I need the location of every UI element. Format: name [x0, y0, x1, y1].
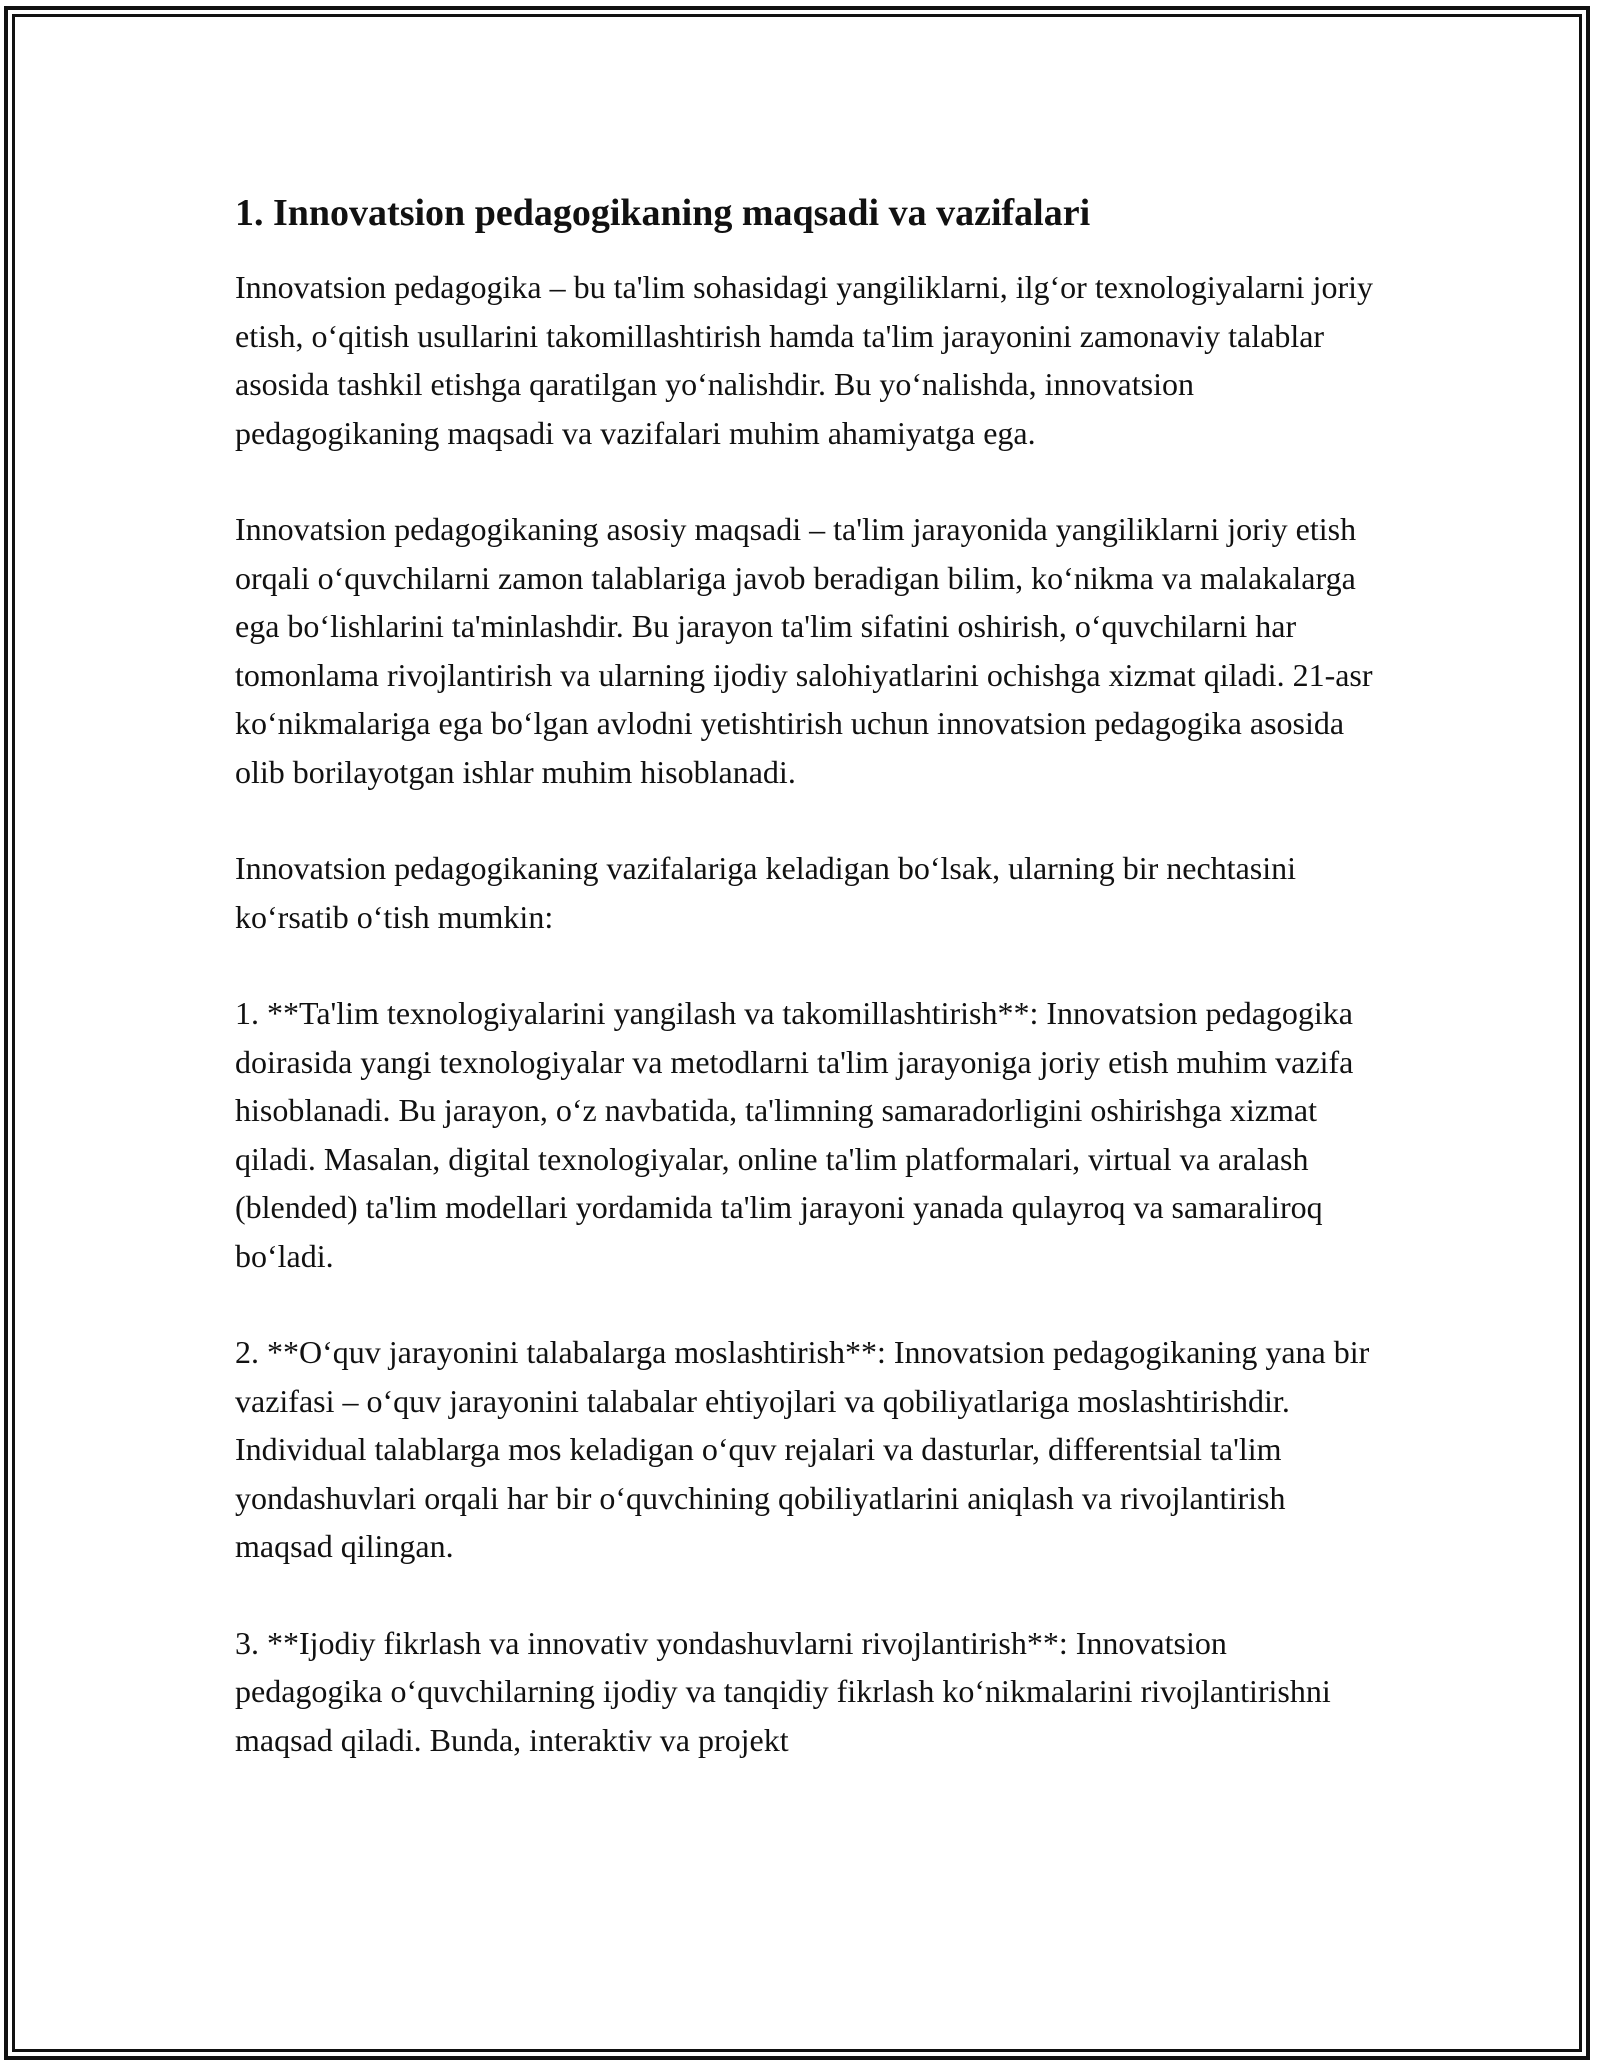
section-heading: 1. Innovatsion pedagogikaning maqsadi va vazifalari: [235, 192, 1091, 234]
paragraph-task-2: 2. **O‘quv jarayonini talabalarga moslashtirish**: Innovatsion pedagogikaning yana bir vazifasi – o‘quv jarayonini talabalar ehtiyojlari va qobiliyatlariga moslashtirishdir. Individual talablarga mos keladigan o‘quv rejalari va dasturlar, differentsial ta'lim yondashuvlari orqali har bir o‘quvchining qobiliyatlarini aniqlash va rivojlantirish maqsad qilingan.: [235, 1334, 1370, 1564]
paragraph-task-3: 3. **Ijodiy fikrlash va innovativ yondashuvlarni rivojlantirish**: Innovatsion pedagogika o‘quvchilarning ijodiy va tanqidiy fikrlash ko‘nikmalarini rivojlantirishni maqsad qiladi. Bunda, interaktiv va projekt: [235, 1624, 1331, 1758]
paragraph-intro: Innovatsion pedagogika – bu ta'lim sohasidagi yangiliklarni, ilg‘or texnologiyalarni joriy etish, o‘qitish usullarini takomillashtirish hamda ta'lim jarayonini zamonaviy talablar asosida tashkil etishga qaratilgan yo‘nalishdir. Bu yo‘nalishda, innovatsion pedagogikaning maqsadi va vazifalari muhim ahamiyatga ega.: [235, 269, 1373, 451]
document-body: [235, 185, 1375, 1764]
paragraph-task-1: 1. **Ta'lim texnologiyalarini yangilash va takomillashtirish**: Innovatsion pedagogika doirasida yangi texnologiyalar va metodlarni ta'lim jarayoniga joriy etish muhim vazifa hisoblanadi. Bu jarayon, o‘z navbatida, ta'limning samaradorligini oshirishga xizmat qiladi. Masalan, digital texnologiyalar, online ta'lim platformalari, virtual va aralash (blended) ta'lim modellari yordamida ta'lim jarayoni yanada qulayroq va samaraliroq bo‘ladi.: [235, 995, 1354, 1274]
paragraph-tasks-intro: Innovatsion pedagogikaning vazifalariga keladigan bo‘lsak, ularning bir nechtasini ko‘rsatib o‘tish mumkin:: [235, 850, 1296, 935]
paragraph-main-goal: Innovatsion pedagogikaning asosiy maqsadi – ta'lim jarayonida yangiliklarni joriy etish orqali o‘quvchilarni zamon talablariga javob beradigan bilim, ko‘nikma va malakalarga ega bo‘lishlarini ta'minlashdir. Bu jarayon ta'lim sifatini oshirish, o‘quvchilarni har tomonlama rivojlantirish va ularning ijodiy salohiyatlarini ochishga xizmat qiladi. 21-asr ko‘nikmalariga ega bo‘lgan avlodni yetishtirish uchun innovatsion pedagogika asosida olib borilayotgan ishlar muhim hisoblanadi.: [235, 511, 1373, 790]
